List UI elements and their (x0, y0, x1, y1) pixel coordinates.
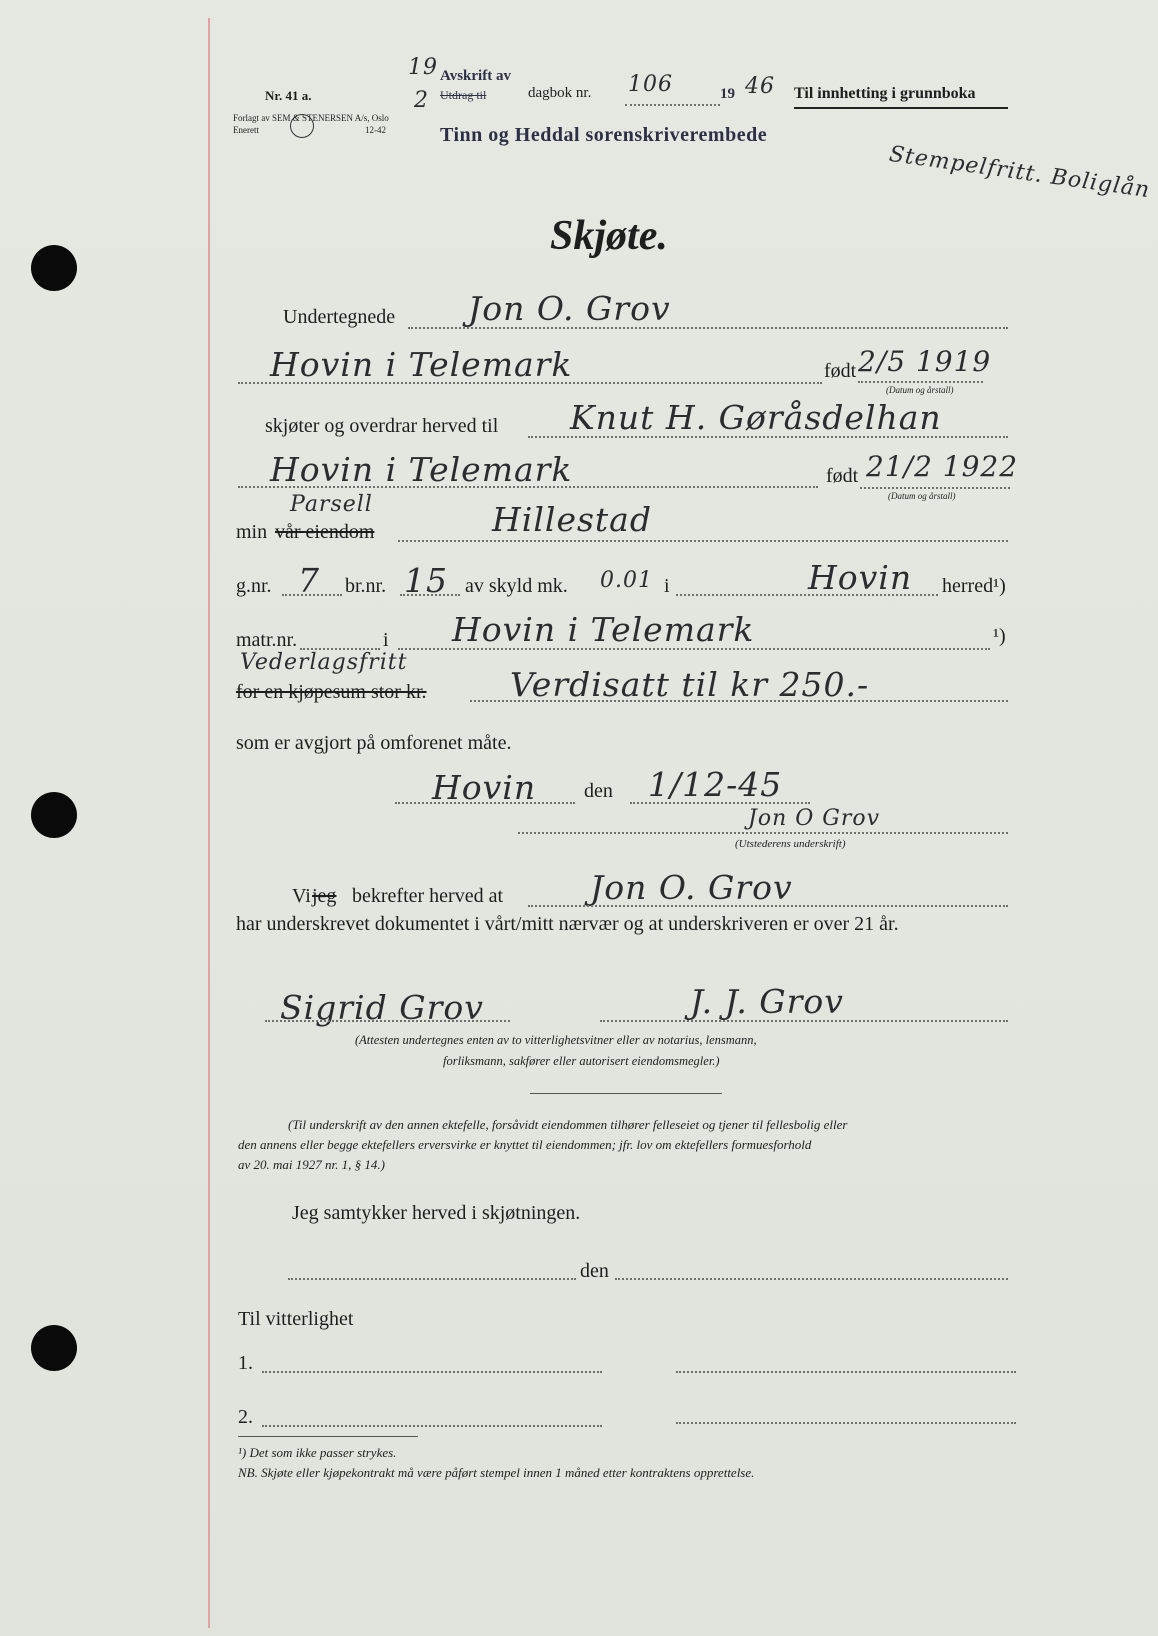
spouse-note: (Til underskrift av den annen ektefelle, forsåvidt eiendommen tilhører felleseiet og tjener til fellesbolig eller (288, 1117, 848, 1132)
footnote-one: ¹) Det som ikke passer strykes. (238, 1445, 397, 1460)
skyld-label: av skyld mk. (465, 575, 568, 597)
footnote-two: NB. Skjøte eller kjøpekontrakt må være påført stempel innen 1 måned etter kontraktens opprettelse. (238, 1465, 755, 1480)
publisher-logo-icon (290, 114, 314, 138)
fodt-label: født (826, 465, 859, 487)
i-label: i (664, 575, 670, 597)
witness-line-one-label: 1. (238, 1352, 253, 1374)
fodt-label: født (824, 360, 857, 382)
bekrefter-label: bekrefter herved at (352, 885, 504, 907)
dagbok-line (625, 104, 720, 106)
herred-label: herred¹) (942, 575, 1006, 597)
omforenet-text: som er avgjort på omforenet måte. (236, 732, 512, 754)
punch-hole (31, 245, 77, 291)
publisher-year: 12-42 (365, 125, 386, 135)
grantor-place: Hovin i Telemark (270, 345, 573, 384)
value-text: Verdisatt til kr 250.- (510, 665, 870, 704)
date-value: 1/12-45 (648, 765, 783, 804)
matr-i-label: i (383, 629, 389, 651)
date-line (630, 802, 810, 804)
handwritten-day: 19 (408, 55, 438, 80)
dagbok-label: dagbok nr. (528, 85, 592, 101)
den-label: den (584, 780, 613, 802)
grantor-name-line (408, 327, 1008, 329)
skyld-value: 0.01 (600, 568, 653, 593)
matr-line (398, 648, 990, 650)
place-line (395, 802, 575, 804)
undertegnede-label: Undertegnede (283, 306, 396, 328)
dagbok-number: 106 (628, 72, 673, 97)
vi-prefix: Vi (292, 885, 311, 907)
skjoter-label: skjøter og overdrar herved til (265, 415, 499, 437)
year-suffix: 46 (745, 74, 775, 99)
gnr-label: g.nr. (236, 575, 272, 597)
herred-line (676, 594, 938, 596)
datum-note: (Datum og årstall) (886, 385, 954, 395)
spouse-place-line (288, 1278, 576, 1280)
spouse-note: den annens eller begge ektefellers erversvirke er knyttet til eiendommen; jfr. lov om ektefellers formuesforhold (238, 1137, 812, 1152)
gnr-line (282, 594, 342, 596)
witness-line-two-right (676, 1422, 1016, 1424)
underskrevet-text: har underskrevet dokumentet i vårt/mitt nærvær og at underskriveren er over 21 år. (236, 913, 899, 935)
parsell-note: Parsell (290, 492, 373, 517)
witness-two-line (600, 1020, 1008, 1022)
til-innhetting-underline (794, 107, 1008, 109)
attest-note: (Attesten undertegnes enten av to vitterlighetsvitner eller av notarius, lensmann, (355, 1033, 757, 1047)
margin-line (208, 18, 210, 1628)
punch-hole (31, 792, 77, 838)
signature-line (518, 832, 1008, 834)
grantee-name: Knut H. Gøråsdelhan (570, 398, 942, 437)
datum-note: (Datum og årstall) (888, 491, 956, 501)
witness-one-line (265, 1020, 510, 1022)
grantee-place: Hovin i Telemark (270, 450, 573, 489)
punch-hole (31, 1325, 77, 1371)
grantee-birth-line (860, 487, 1010, 489)
spouse-note: av 20. mai 1927 nr. 1, § 14.) (238, 1157, 385, 1172)
year-prefix: 19 (720, 86, 735, 102)
witness-two-signature: J. J. Grov (690, 982, 844, 1021)
jeg-struck: jeg (312, 885, 337, 907)
seller-signature: Jon O Grov (748, 806, 881, 831)
kjopesum-label-struck: for en kjøpesum stor kr. (236, 681, 427, 703)
gnr-value: 7 (298, 561, 320, 600)
brnr-value: 15 (404, 561, 448, 600)
publisher-enerett: Enerett (233, 125, 259, 135)
brnr-label: br.nr. (345, 575, 387, 597)
brnr-line (400, 594, 460, 596)
witness-line-two-label: 2. (238, 1406, 253, 1428)
witness-line-one-right (676, 1371, 1016, 1373)
document-title: Skjøte. (550, 213, 668, 259)
spouse-date-line (615, 1278, 1008, 1280)
matrnr-label: matr.nr. (236, 629, 298, 651)
min-label: min (236, 521, 268, 543)
value-line (470, 700, 1008, 702)
matr-paren-note: ¹) (993, 625, 1006, 647)
place-value: Hovin (432, 768, 537, 807)
var-eiendom-struck: vår eiendom (275, 521, 375, 543)
herred-value: Hovin (808, 558, 913, 597)
grantor-place-line (238, 382, 822, 384)
footnote-rule (238, 1436, 418, 1437)
grantee-name-line (528, 436, 1008, 438)
til-innhetting: Til innhetting i grunnboka (794, 85, 976, 102)
stamp-utdrag: Utdrag til (440, 88, 487, 102)
consent-text: Jeg samtykker herved i skjøtningen. (292, 1202, 581, 1224)
margin-note: Stempelfritt. Boliglån (887, 141, 1152, 204)
vitterlighet-label: Til vitterlighet (238, 1308, 354, 1330)
spouse-den-label: den (580, 1260, 609, 1282)
grantor-birth-line (858, 381, 983, 383)
witness-one-signature: Sigrid Grov (280, 988, 484, 1027)
stamp-avskrift: Avskrift av (440, 68, 511, 84)
grantee-place-line (238, 486, 818, 488)
witness-line-one (262, 1371, 602, 1373)
witness-line-two (262, 1425, 602, 1427)
separator-line (530, 1093, 722, 1094)
office-stamp: Tinn og Heddal sorenskriverembede (440, 124, 768, 146)
publisher-line: Forlagt av SEM & STENERSEN A/s, Oslo (233, 113, 389, 123)
utsteder-note: (Utstederens underskrift) (735, 838, 846, 850)
handwritten-month: 2 (414, 88, 429, 113)
witnessed-name: Jon O. Grov (590, 868, 793, 907)
grantee-birth: 21/2 1922 (866, 450, 1019, 483)
vederlagsfritt-note: Vederlagsfritt (240, 650, 408, 675)
grantor-name: Jon O. Grov (468, 289, 671, 328)
property-line (398, 540, 1008, 542)
matr-value: Hovin i Telemark (452, 610, 755, 649)
grantor-birth: 2/5 1919 (858, 345, 992, 378)
form-number: Nr. 41 a. (265, 88, 312, 103)
witnessed-line (528, 905, 1008, 907)
attest-note: forliksmann, sakfører eller autorisert eiendomsmegler.) (443, 1054, 720, 1068)
property-name: Hillestad (492, 500, 652, 539)
